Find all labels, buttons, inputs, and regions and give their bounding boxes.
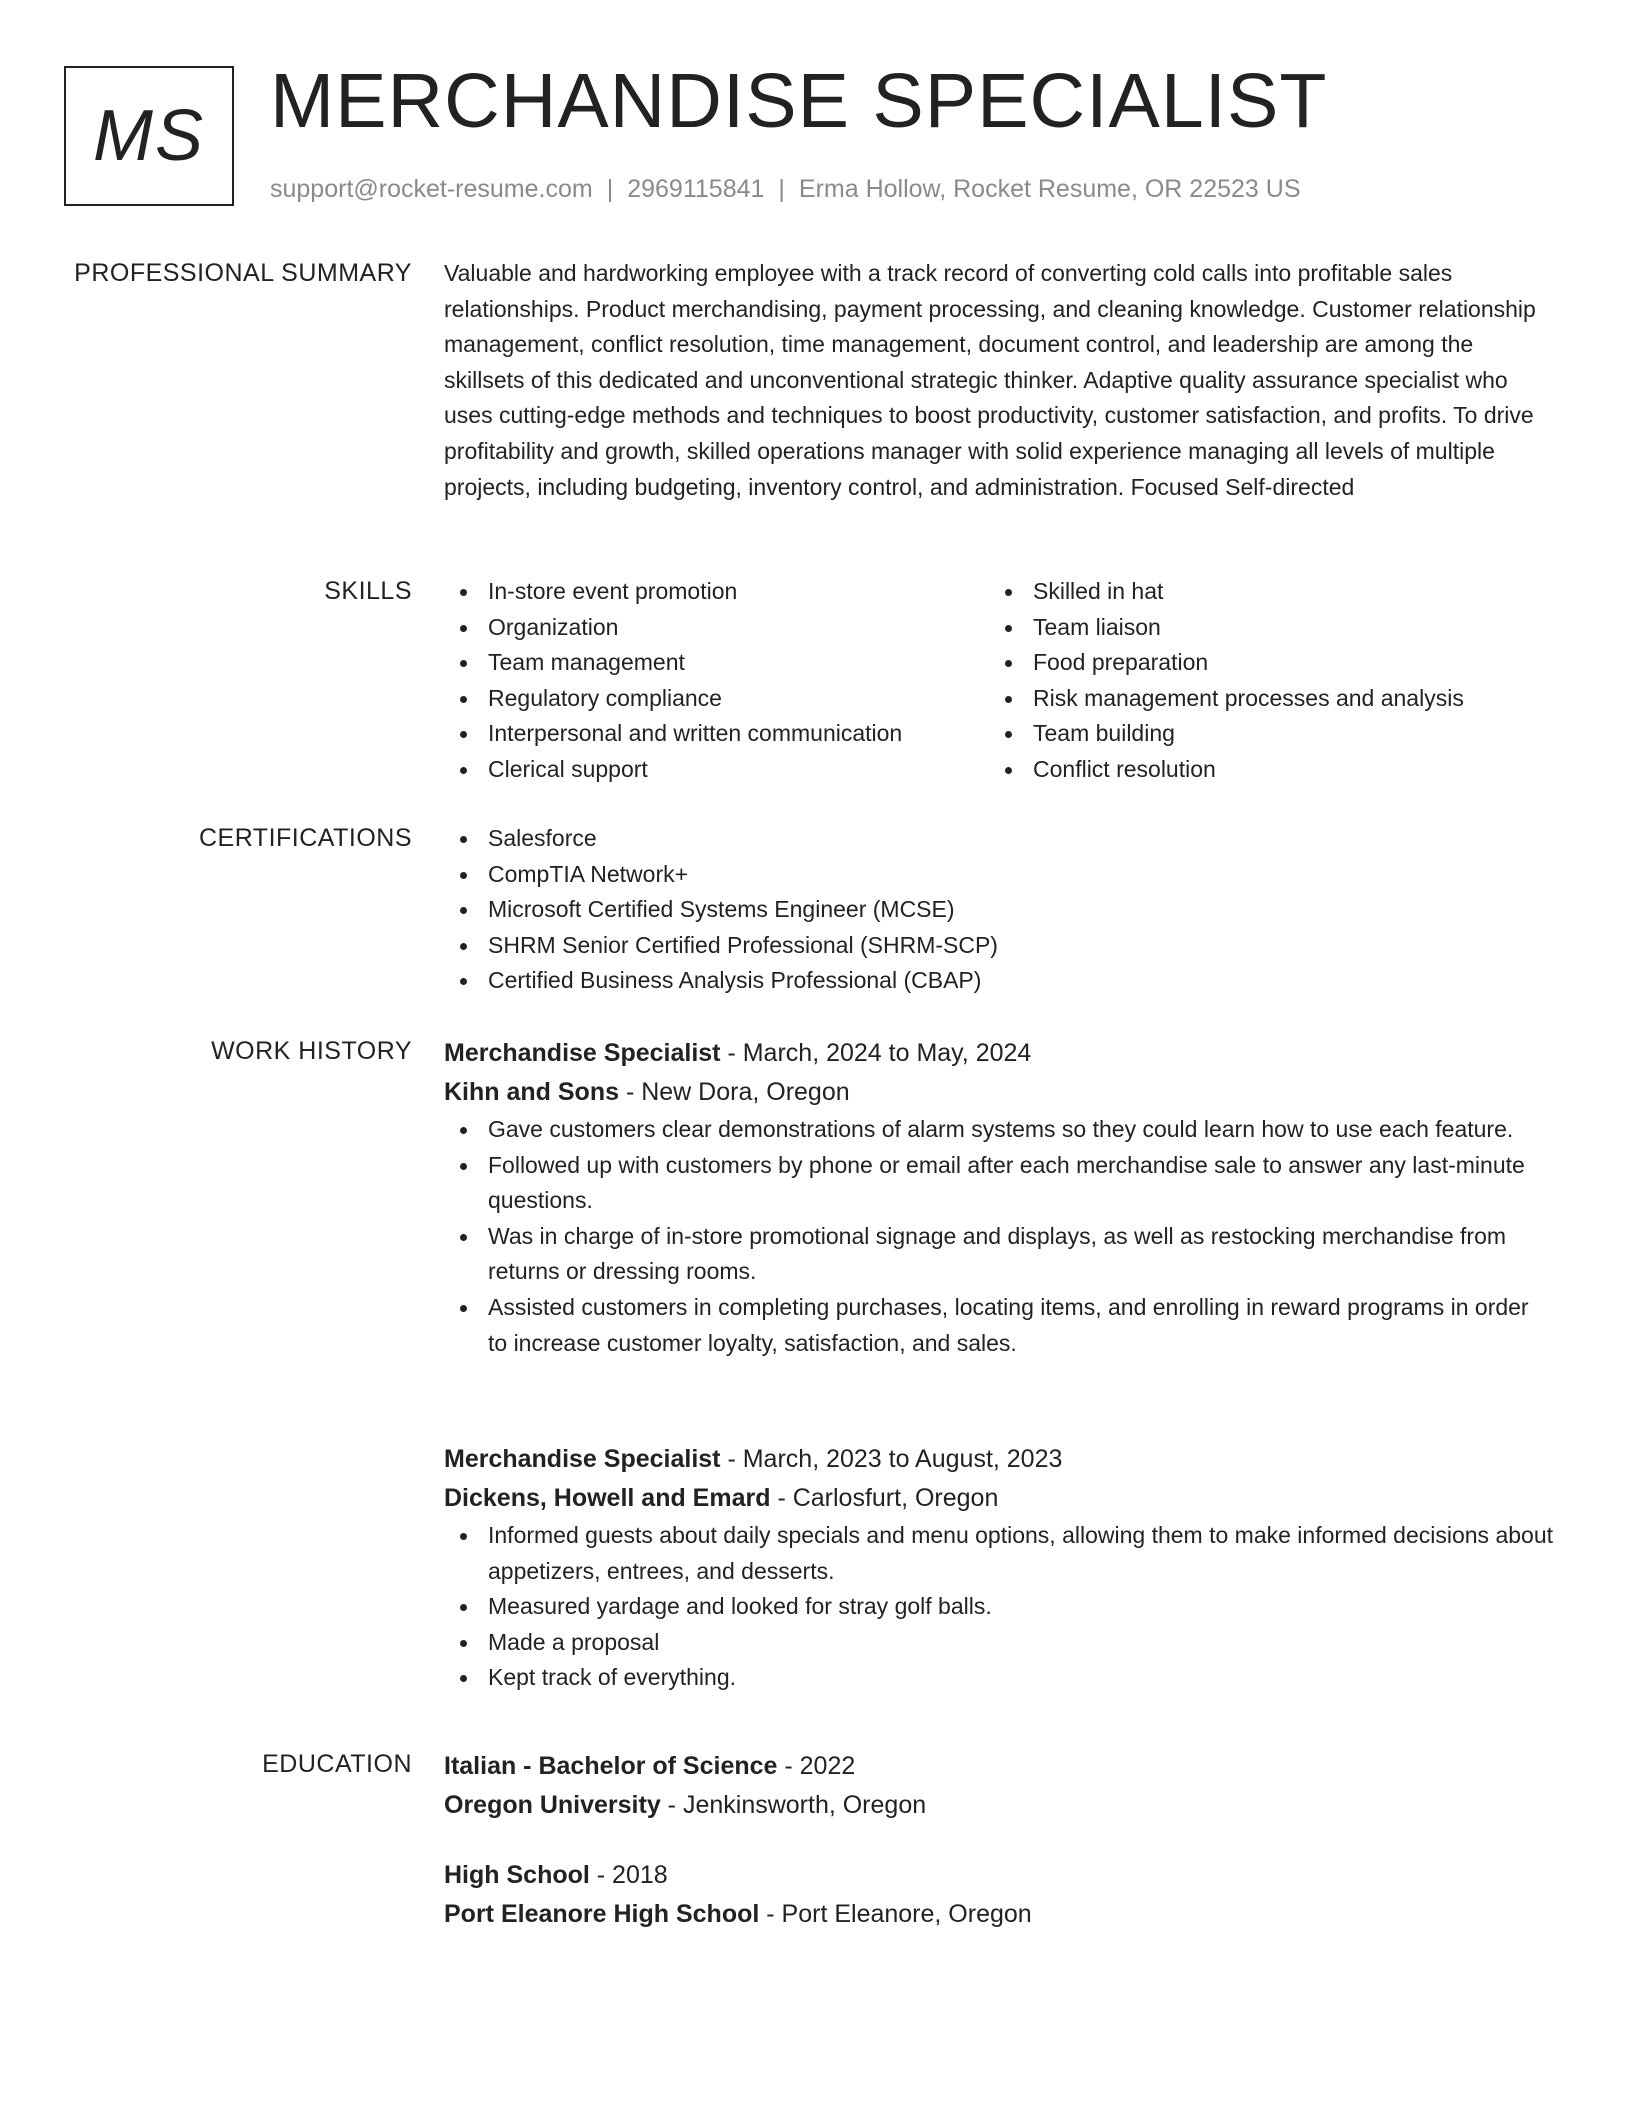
monogram-initials: MS <box>93 96 205 176</box>
list-item: In-store event promotion <box>444 574 989 610</box>
list-item: Informed guests about daily specials and menu options, allowing them to make informed decisions about appetizers, entrees, and desserts. <box>444 1518 1554 1589</box>
section-label-education: EDUCATION <box>262 1750 412 1778</box>
education-body-2 <box>444 1856 1554 1934</box>
education-body <box>444 1747 1554 1825</box>
education-location: - Jenkinsworth, Oregon <box>660 1791 927 1819</box>
contact-separator: | <box>606 175 614 203</box>
job-dates: - March, 2024 to May, 2024 <box>720 1039 1032 1067</box>
contact-email: support@rocket-resume.com <box>270 175 593 203</box>
list-item: Measured yardage and looked for stray golf balls. <box>444 1589 1554 1625</box>
contact-line <box>270 173 1301 205</box>
job-company-line <box>444 1073 1554 1112</box>
list-item: Organization <box>444 610 989 646</box>
summary-body <box>444 256 1554 505</box>
list-item: Conflict resolution <box>989 752 1534 788</box>
contact-address: Erma Hollow, Rocket Resume, OR 22523 US <box>798 175 1301 203</box>
list-item: CompTIA Network+ <box>444 857 1554 893</box>
education-degree-line <box>444 1747 1554 1786</box>
section-label-certifications: CERTIFICATIONS <box>198 824 412 852</box>
job-bullets <box>444 1112 1554 1361</box>
job-dates: - March, 2023 to August, 2023 <box>720 1445 1063 1473</box>
list-item: Regulatory compliance <box>444 681 989 717</box>
education-degree-line <box>444 1856 1554 1895</box>
job-title-line <box>444 1034 1554 1073</box>
list-item: Gave customers clear demonstrations of alarm systems so they could learn how to use each feature. <box>444 1112 1554 1148</box>
certifications-body <box>444 821 1554 999</box>
job-location: - New Dora, Oregon <box>619 1078 850 1106</box>
list-item: Made a proposal <box>444 1625 1554 1661</box>
work-history-body <box>444 1034 1554 1361</box>
list-item: Assisted customers in completing purchases, locating items, and enrolling in reward programs in order to increase customer loyalty, satisfaction, and sales. <box>444 1290 1554 1361</box>
job-title-line <box>444 1440 1554 1479</box>
monogram-box <box>64 66 234 206</box>
job-location: - Carlosfurt, Oregon <box>770 1484 999 1512</box>
list-item: Followed up with customers by phone or email after each merchandise sale to answer any last-minute questions. <box>444 1148 1554 1219</box>
list-item: Was in charge of in-store promotional signage and displays, as well as restocking merchandise from returns or dressing rooms. <box>444 1219 1554 1290</box>
list-item: Interpersonal and written communication <box>444 716 989 752</box>
section-label-skills: SKILLS <box>324 577 412 605</box>
skills-column-left <box>444 574 989 788</box>
list-item: Team building <box>989 716 1534 752</box>
job-title: Merchandise Specialist <box>444 1039 721 1067</box>
summary-text: Valuable and hardworking employee with a track record of converting cold calls into profitable sales relationships. Product merchandising, payment processing, and cleaning knowledge. Customer relationship management, conflict resolution, time management, document control, and leadership are among the skillsets of this dedicated and unconventional strategic thinker. Adaptive quality assurance specialist who uses cutting-edge methods and techniques to boost productivity, customer satisfaction, and profits. To drive profitability and growth, skilled operations manager with solid experience managing all levels of multiple projects, including budgeting, inventory control, and administration. Focused Self-directed <box>444 260 1536 500</box>
contact-separator: | <box>778 175 785 203</box>
job-entry <box>444 1440 1554 1696</box>
list-item: Skilled in hat <box>989 574 1534 610</box>
education-year: - 2018 <box>589 1861 668 1889</box>
list-item: Salesforce <box>444 821 1554 857</box>
list-item: Microsoft Certified Systems Engineer (MCSE) <box>444 892 1554 928</box>
contact-phone: 2969115841 <box>627 175 765 203</box>
education-school-line <box>444 1895 1554 1934</box>
list-item: Risk management processes and analysis <box>989 681 1534 717</box>
section-label-work-history: WORK HISTORY <box>211 1037 412 1065</box>
list-item: SHRM Senior Certified Professional (SHRM-SCP) <box>444 928 1554 964</box>
education-school: Port Eleanore High School <box>444 1900 760 1928</box>
job-bullets <box>444 1518 1554 1696</box>
resume-title: MERCHANDISE SPECIALIST <box>270 58 1328 144</box>
education-location: - Port Eleanore, Oregon <box>759 1900 1032 1928</box>
list-item: Team management <box>444 645 989 681</box>
job-entry <box>444 1034 1554 1361</box>
job-company: Dickens, Howell and Emard <box>444 1484 771 1512</box>
education-school-line <box>444 1786 1554 1825</box>
education-year: - 2022 <box>777 1752 856 1780</box>
job-company: Kihn and Sons <box>444 1078 619 1106</box>
job-company-line <box>444 1479 1554 1518</box>
list-item: Team liaison <box>989 610 1534 646</box>
list-item: Kept track of everything. <box>444 1660 1554 1696</box>
section-label-summary: PROFESSIONAL SUMMARY <box>74 259 412 287</box>
skills-column-right <box>989 574 1534 788</box>
skills-body <box>444 574 1554 788</box>
education-degree: High School <box>444 1861 590 1889</box>
job-title: Merchandise Specialist <box>444 1445 721 1473</box>
education-school: Oregon University <box>444 1791 661 1819</box>
work-history-body-2 <box>444 1440 1554 1696</box>
list-item: Certified Business Analysis Professional (CBAP) <box>444 963 1554 999</box>
education-degree: Italian - Bachelor of Science <box>444 1752 778 1780</box>
list-item: Clerical support <box>444 752 989 788</box>
certifications-list <box>444 821 1554 999</box>
list-item: Food preparation <box>989 645 1534 681</box>
